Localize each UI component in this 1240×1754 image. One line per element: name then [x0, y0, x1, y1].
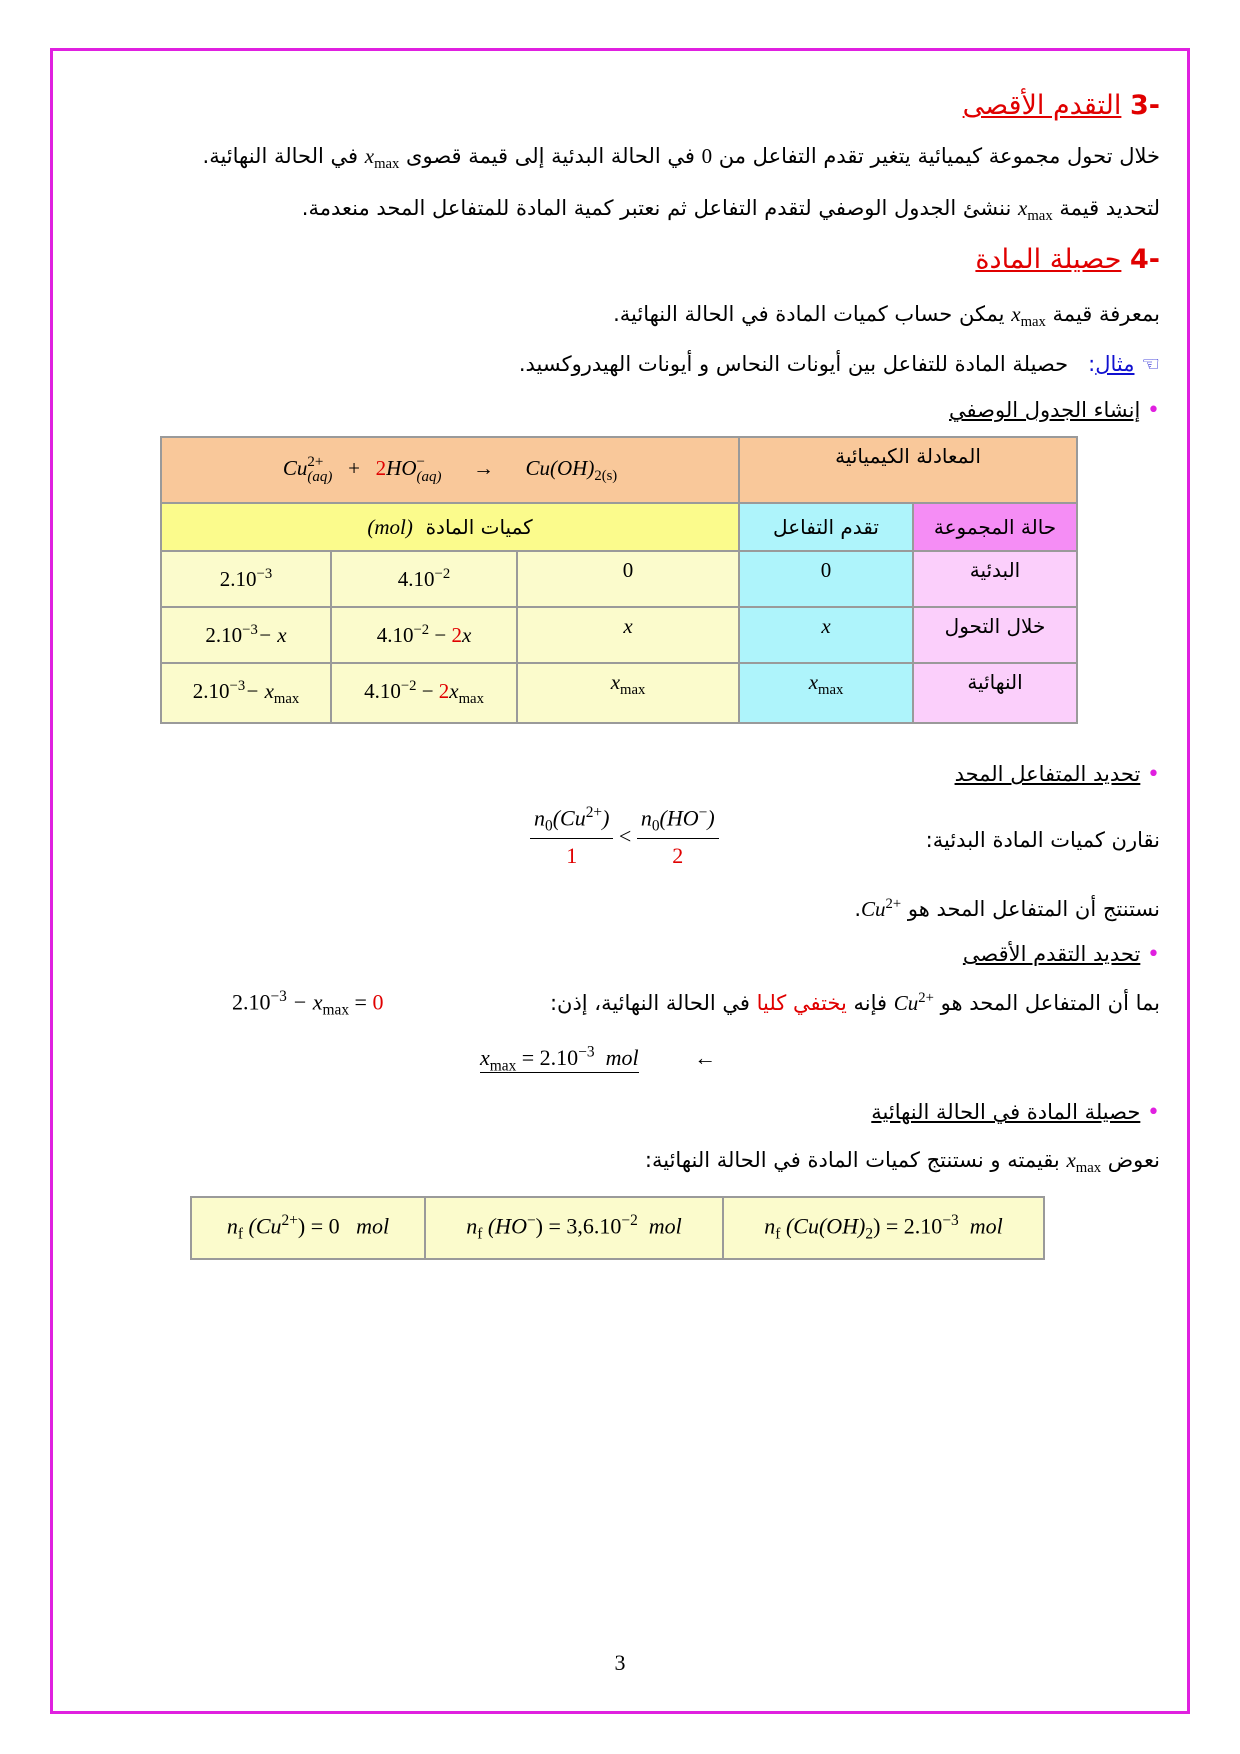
- bullet-max-progress: • تحديد التقدم الأقصى: [962, 942, 1160, 967]
- paragraph-xmax-method: لتحديد قيمة $x_{max}$ ننشئ الجدول الوصفي لتقدم التفاعل ثم نعتبر كمية المادة للمتفاعل المحد منعدمة.: [301, 196, 1160, 225]
- final-cuoh2: $n_f$ $(Cu(OH)_2) = 2.10^{-3}$ mol: [723, 1197, 1044, 1259]
- cell-during-progress: x: [739, 607, 913, 663]
- paragraph-knowing-xmax: بمعرفة قيمة $x_{max}$ يمكن حساب كميات المادة في الحالة النهائية.: [613, 302, 1160, 331]
- conclusion-limiting: نستنتج أن المتفاعل المحد هو $Cu^{2+}$.: [854, 896, 1160, 921]
- cell-final-product: $x_{max}$: [517, 663, 739, 723]
- page-border: [50, 48, 1190, 1714]
- progress-header: تقدم التفاعل: [739, 503, 913, 551]
- quantities-header: كميات المادة (mol): [161, 503, 739, 551]
- cell-during-oh: $2.10^{-3}- x$: [161, 607, 331, 663]
- final-cu: $n_f$ $(Cu^{2+}) = 0$ mol: [191, 1197, 425, 1259]
- cell-final-cu: $4.10^{-2} - 2x_{max}$: [331, 663, 517, 723]
- section-3-heading: -3 التقدم الأقصى: [962, 90, 1160, 121]
- cell-initial-progress: 0: [739, 551, 913, 607]
- cell-initial-product: 0: [517, 551, 739, 607]
- final-quantities-table: [190, 1196, 1045, 1260]
- equation-label: المعادلة الكيميائية: [739, 437, 1077, 503]
- cell-initial-state: البدئية: [913, 551, 1077, 607]
- bullet-final-balance: • حصيلة المادة في الحالة النهائية: [871, 1100, 1160, 1125]
- bullet-icon: •: [1147, 942, 1160, 967]
- cell-initial-cu: $4.10^{-2}$: [331, 551, 517, 607]
- example-line: ☜ مثال: حصيلة المادة للتفاعل بين أيونات النحاس و أيونات الهيدروكسيد.: [518, 352, 1160, 376]
- bullet-descriptive-table: • إنشاء الجدول الوصفي: [949, 398, 1160, 423]
- bullet-limiting-reactant: • تحديد المتفاعل المحد: [954, 762, 1160, 787]
- section-4-title: حصيلة المادة: [975, 244, 1122, 275]
- compare-text: نقارن كميات المادة البدئية:: [925, 828, 1160, 852]
- final-ho: $n_f$ $(HO^-) = 3,6.10^{-2}$ mol: [425, 1197, 723, 1259]
- arrow-icon: ←: [694, 1045, 717, 1071]
- section-3-title: التقدم الأقصى: [962, 90, 1122, 121]
- progress-table: [160, 436, 1078, 724]
- substitute-line: نعوض $x_{max}$ بقيمته و نستنتج كميات المادة في الحالة النهائية:: [644, 1148, 1160, 1177]
- equation-cell: Cu 2+ (aq) + 2HO − (aq) → $Cu(OH)_{2(s)}$: [161, 437, 739, 503]
- since-statement: بما أن المتفاعل المحد هو $Cu^{2+}$ فإنه يختفي كليا في الحالة النهائية، إذن:: [549, 990, 1160, 1015]
- cell-during-product: x: [517, 607, 739, 663]
- cell-during-state: خلال التحول: [913, 607, 1077, 663]
- state-header: حالة المجموعة: [913, 503, 1077, 551]
- xmax-value: $x_{max} = 2.10^{-3}$ mol: [480, 1044, 639, 1075]
- compare-fractions: $\frac{n_0(Cu^{2+})}{1}$ < $\frac{n_0(HO^-)}{2}$: [530, 804, 719, 869]
- xmax-result: [480, 1044, 716, 1076]
- bullet-icon: •: [1147, 762, 1160, 787]
- bullet-icon: •: [1147, 398, 1160, 423]
- cell-final-state: النهائية: [913, 663, 1077, 723]
- cell-final-progress: $x_{max}$: [739, 663, 913, 723]
- bullet-icon: •: [1147, 1100, 1160, 1125]
- paragraph-xmax-definition: خلال تحول مجموعة كيميائية يتغير تقدم التفاعل من 0 في الحالة البدئية إلى قيمة قصوى $x_{max}$ في الحالة النهائية.: [202, 144, 1160, 173]
- cell-during-cu: $4.10^{-2} - 2x$: [331, 607, 517, 663]
- page-number: 3: [614, 1650, 626, 1675]
- cell-initial-oh: $2.10^{-3}$: [161, 551, 331, 607]
- example-label: مثال: [1095, 352, 1135, 376]
- cell-final-oh: $2.10^{-3}- x_{max}$: [161, 663, 331, 723]
- fraction-ho: $\frac{n_0(HO^-)}{2}$: [637, 804, 719, 869]
- since-equation: $2.10^{-3} - x_{max} = 0$: [232, 988, 384, 1019]
- pointing-hand-icon: ☜: [1141, 352, 1160, 376]
- fraction-cu: $\frac{n_0(Cu^{2+})}{1}$: [530, 804, 613, 869]
- section-4-heading: -4 حصيلة المادة: [975, 244, 1160, 275]
